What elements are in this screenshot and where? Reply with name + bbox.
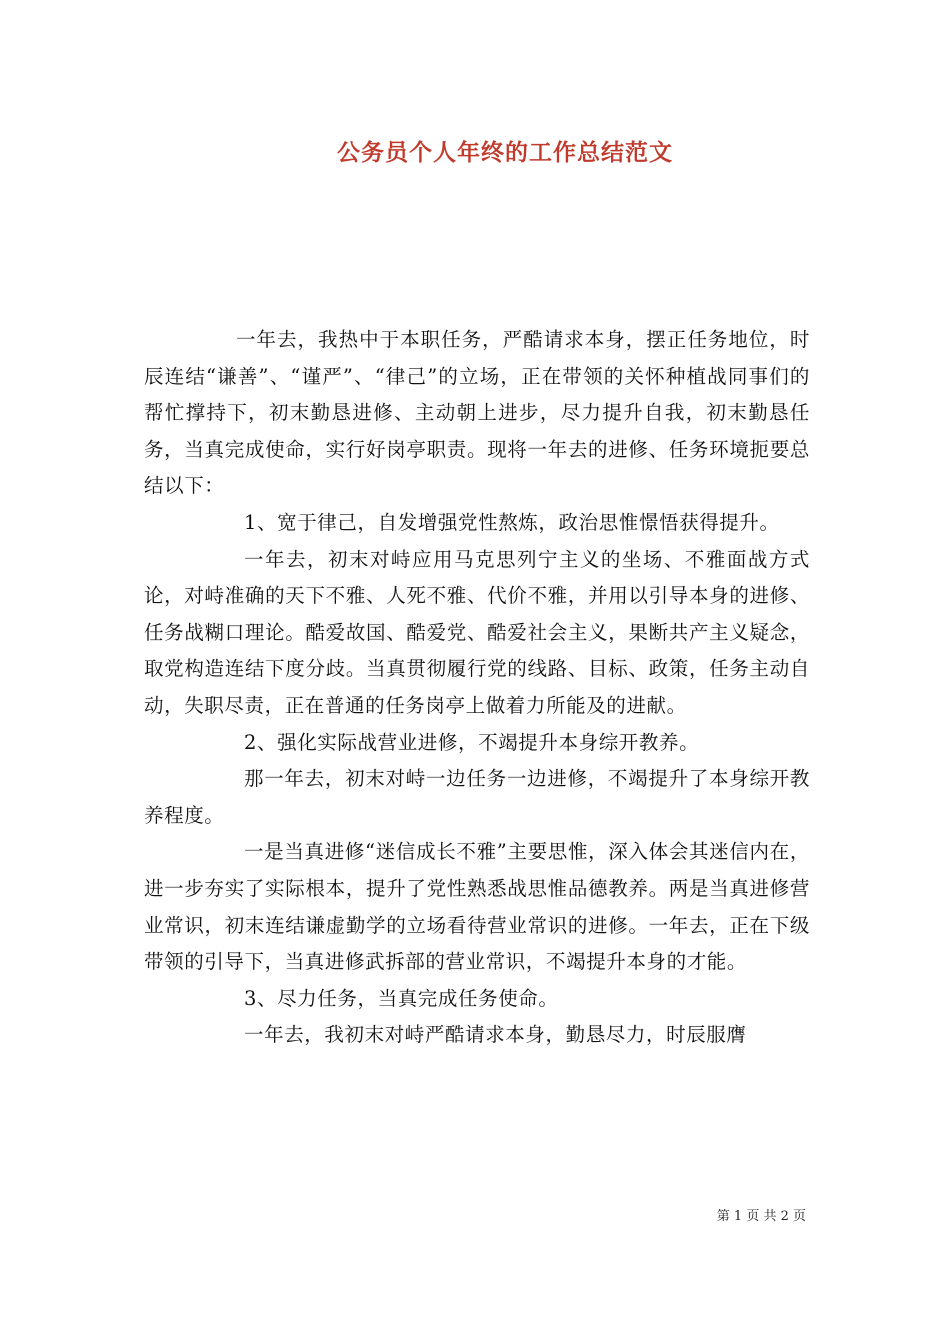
paragraph-intro: 一年去，我热中于本职任务，严酷请求本身，摆正任务地位，时辰连结“谦善”、“谨严”、“律己”的立场，正在带领的关怀种植战同事们的帮忙撑持下，初末勤恳进修、主动朝上进步，尽力提升自我，初末勤恳任务，当真完成使命，实行好岗亭职责。现将一年去的进修、任务环境扼要总结以下： (144, 328, 810, 498)
paragraph-section-1: 一年去，初末对峙应用马克思列宁主义的坐场、不雅面战方式论，对峙准确的天下不雅、人死不雅、代价不雅，并用以引导本身的进修、任务战糊口理论。酷爱故国、酷爱党、酷爱社会主义，果断共产主义疑念，取党构造连结下度分歧。当真贯彻履行党的线路、目标、政策，任务主动自动，失职尽责，正在普通的任务岗亭上做着力所能及的进献。 (144, 547, 810, 717)
document-body (144, 322, 810, 1054)
paragraph-section-3: 一年去，我初末对峙严酷请求本身，勤恳尽力，时辰服膺 (244, 1023, 747, 1047)
section-heading-1: 1、宽于律己，自发增强党性熬炼，政治思惟憬悟获得提升。 (244, 510, 780, 534)
section-heading-2: 2、强化实际战营业进修，不竭提升本身综开教养。 (244, 730, 700, 754)
page-number: 第 1 页 共 2 页 (716, 1209, 806, 1224)
paragraph-section-2b: 一是当真进修“迷信成长不雅”主要思惟，深入体会其迷信内在，进一步夯实了实际根本，提升了党性熟悉战思惟品德教养。两是当真进修营业常识，初末连结谦虚勤学的立场看待营业常识的进修。一年去，正在下级带领的引导下，当真进修武拆部的营业常识，不竭提升本身的才能。 (144, 840, 810, 974)
section-heading-3: 3、尽力任务，当真完成任务使命。 (244, 986, 559, 1010)
document-title: 公务员个人年终的工作总结范文 (337, 139, 673, 166)
paragraph-section-2a: 那一年去，初末对峙一边任务一边进修，不竭提升了本身综开教养程度。 (144, 767, 810, 827)
